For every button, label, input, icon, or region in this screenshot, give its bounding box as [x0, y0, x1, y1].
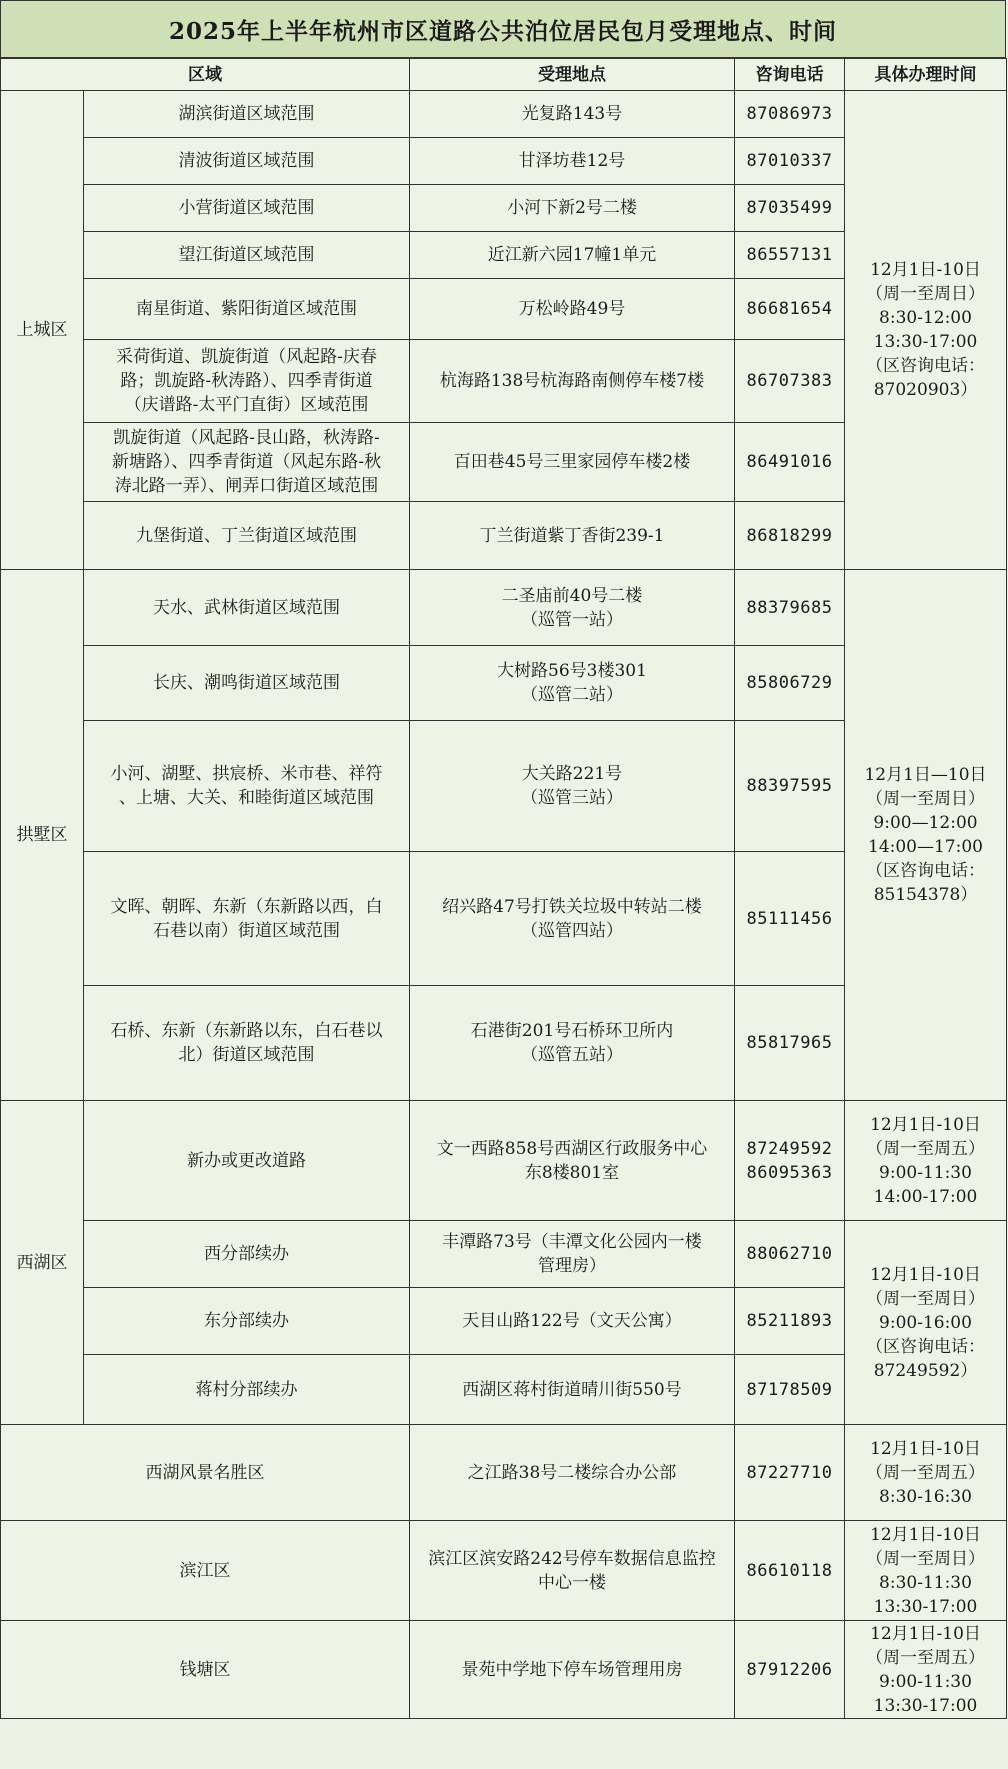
table-row — [1, 91, 1007, 138]
area-cell: 望江街道区域范围 — [84, 232, 410, 279]
district-cell: 西湖区 — [1, 1101, 84, 1425]
header-location: 受理地点 — [410, 59, 735, 91]
location-cell: 丰潭路73号（丰潭文化公园内一楼 管理房） — [410, 1221, 735, 1288]
area-cell: 南星街道、紫阳街道区域范围 — [84, 279, 410, 340]
phone-cell: 85817965 — [735, 986, 845, 1101]
phone-cell: 87227710 — [735, 1425, 845, 1521]
time-cell: 12月1日—10日 （周一至周日） 9:00—12:00 14:00—17:00 （区咨询电话： 85154378） — [845, 570, 1007, 1101]
area-cell: 小河、湖墅、拱宸桥、米市巷、祥符 、上塘、大关、和睦街道区域范围 — [84, 721, 410, 852]
area-cell: 湖滨街道区域范围 — [84, 91, 410, 138]
area-cell: 西湖风景名胜区 — [1, 1425, 410, 1521]
time-cell: 12月1日-10日 （周一至周日） 8:30-11:30 13:30-17:00 — [845, 1521, 1007, 1621]
phone-cell: 88379685 — [735, 570, 845, 646]
table-row — [1, 1425, 1007, 1521]
table-row — [1, 1521, 1007, 1621]
time-cell: 12月1日-10日 （周一至周五） 8:30-16:30 — [845, 1425, 1007, 1521]
table-header-row — [1, 59, 1007, 91]
phone-cell: 87086973 — [735, 91, 845, 138]
location-cell: 之江路38号二楼综合办公部 — [410, 1425, 735, 1521]
area-cell: 清波街道区域范围 — [84, 138, 410, 185]
location-cell: 二圣庙前40号二楼 （巡管一站） — [410, 570, 735, 646]
area-cell: 九堡街道、丁兰街道区域范围 — [84, 502, 410, 570]
table-row — [1, 1221, 1007, 1288]
time-cell: 12月1日-10日 （周一至周五） 9:00-11:30 14:00-17:00 — [845, 1101, 1007, 1221]
header-time: 具体办理时间 — [845, 59, 1007, 91]
table-row — [1, 1101, 1007, 1221]
area-cell: 凯旋街道（风起路-艮山路，秋涛路- 新塘路）、四季青街道（风起东路-秋 涛北路一弄）、闸弄口街道区域范围 — [84, 423, 410, 502]
phone-cell: 86491016 — [735, 423, 845, 502]
location-cell: 文一西路858号西湖区行政服务中心 东8楼801室 — [410, 1101, 735, 1221]
phone-cell: 87035499 — [735, 185, 845, 232]
header-phone: 咨询电话 — [735, 59, 845, 91]
area-cell: 东分部续办 — [84, 1288, 410, 1355]
location-cell: 丁兰街道紫丁香街239-1 — [410, 502, 735, 570]
area-cell: 钱塘区 — [1, 1621, 410, 1719]
location-cell: 大树路56号3楼301 （巡管二站） — [410, 646, 735, 721]
location-cell: 绍兴路47号打铁关垃圾中转站二楼 （巡管四站） — [410, 852, 735, 986]
phone-cell: 86818299 — [735, 502, 845, 570]
time-cell: 12月1日-10日 （周一至周五） 9:00-11:30 13:30-17:00 — [845, 1621, 1007, 1719]
page-title: 2025年上半年杭州市区道路公共泊位居民包月受理地点、时间 — [0, 0, 1006, 58]
location-cell: 百田巷45号三里家园停车楼2楼 — [410, 423, 735, 502]
location-cell: 西湖区蒋村街道晴川街550号 — [410, 1355, 735, 1425]
phone-cell: 87178509 — [735, 1355, 845, 1425]
area-cell: 西分部续办 — [84, 1221, 410, 1288]
phone-cell: 87249592 86095363 — [735, 1101, 845, 1221]
table-row — [1, 570, 1007, 646]
schedule-table — [0, 58, 1007, 1719]
area-cell: 蒋村分部续办 — [84, 1355, 410, 1425]
area-cell: 长庆、潮鸣街道区域范围 — [84, 646, 410, 721]
area-cell: 天水、武林街道区域范围 — [84, 570, 410, 646]
location-cell: 滨江区滨安路242号停车数据信息监控 中心一楼 — [410, 1521, 735, 1621]
location-cell: 天目山路122号（文天公寓） — [410, 1288, 735, 1355]
phone-cell: 85111456 — [735, 852, 845, 986]
district-cell: 拱墅区 — [1, 570, 84, 1101]
location-cell: 大关路221号 （巡管三站） — [410, 721, 735, 852]
phone-cell: 88397595 — [735, 721, 845, 852]
phone-cell: 86707383 — [735, 340, 845, 423]
phone-cell: 85211893 — [735, 1288, 845, 1355]
location-cell: 石港街201号石桥环卫所内 （巡管五站） — [410, 986, 735, 1101]
location-cell: 近江新六园17幢1单元 — [410, 232, 735, 279]
area-cell: 石桥、东新（东新路以东，白石巷以 北）街道区域范围 — [84, 986, 410, 1101]
phone-cell: 88062710 — [735, 1221, 845, 1288]
location-cell: 万松岭路49号 — [410, 279, 735, 340]
location-cell: 景苑中学地下停车场管理用房 — [410, 1621, 735, 1719]
time-cell: 12月1日-10日 （周一至周日） 9:00-16:00 （区咨询电话： 87249592） — [845, 1221, 1007, 1425]
area-cell: 小营街道区域范围 — [84, 185, 410, 232]
area-cell: 文晖、朝晖、东新（东新路以西，白 石巷以南）街道区域范围 — [84, 852, 410, 986]
header-area: 区域 — [1, 59, 410, 91]
district-cell: 上城区 — [1, 91, 84, 570]
phone-cell: 85806729 — [735, 646, 845, 721]
location-cell: 杭海路138号杭海路南侧停车楼7楼 — [410, 340, 735, 423]
phone-cell: 87010337 — [735, 138, 845, 185]
area-cell: 滨江区 — [1, 1521, 410, 1621]
phone-cell: 86681654 — [735, 279, 845, 340]
table-row — [1, 1621, 1007, 1719]
time-cell: 12月1日-10日 （周一至周日） 8:30-12:00 13:30-17:00 （区咨询电话： 87020903） — [845, 91, 1007, 570]
area-cell: 新办或更改道路 — [84, 1101, 410, 1221]
location-cell: 光复路143号 — [410, 91, 735, 138]
area-cell: 采荷街道、凯旋街道（风起路-庆春 路；凯旋路-秋涛路）、四季青街道 （庆谱路-太平门直街）区域范围 — [84, 340, 410, 423]
phone-cell: 86557131 — [735, 232, 845, 279]
phone-cell: 86610118 — [735, 1521, 845, 1621]
location-cell: 甘泽坊巷12号 — [410, 138, 735, 185]
location-cell: 小河下新2号二楼 — [410, 185, 735, 232]
phone-cell: 87912206 — [735, 1621, 845, 1719]
